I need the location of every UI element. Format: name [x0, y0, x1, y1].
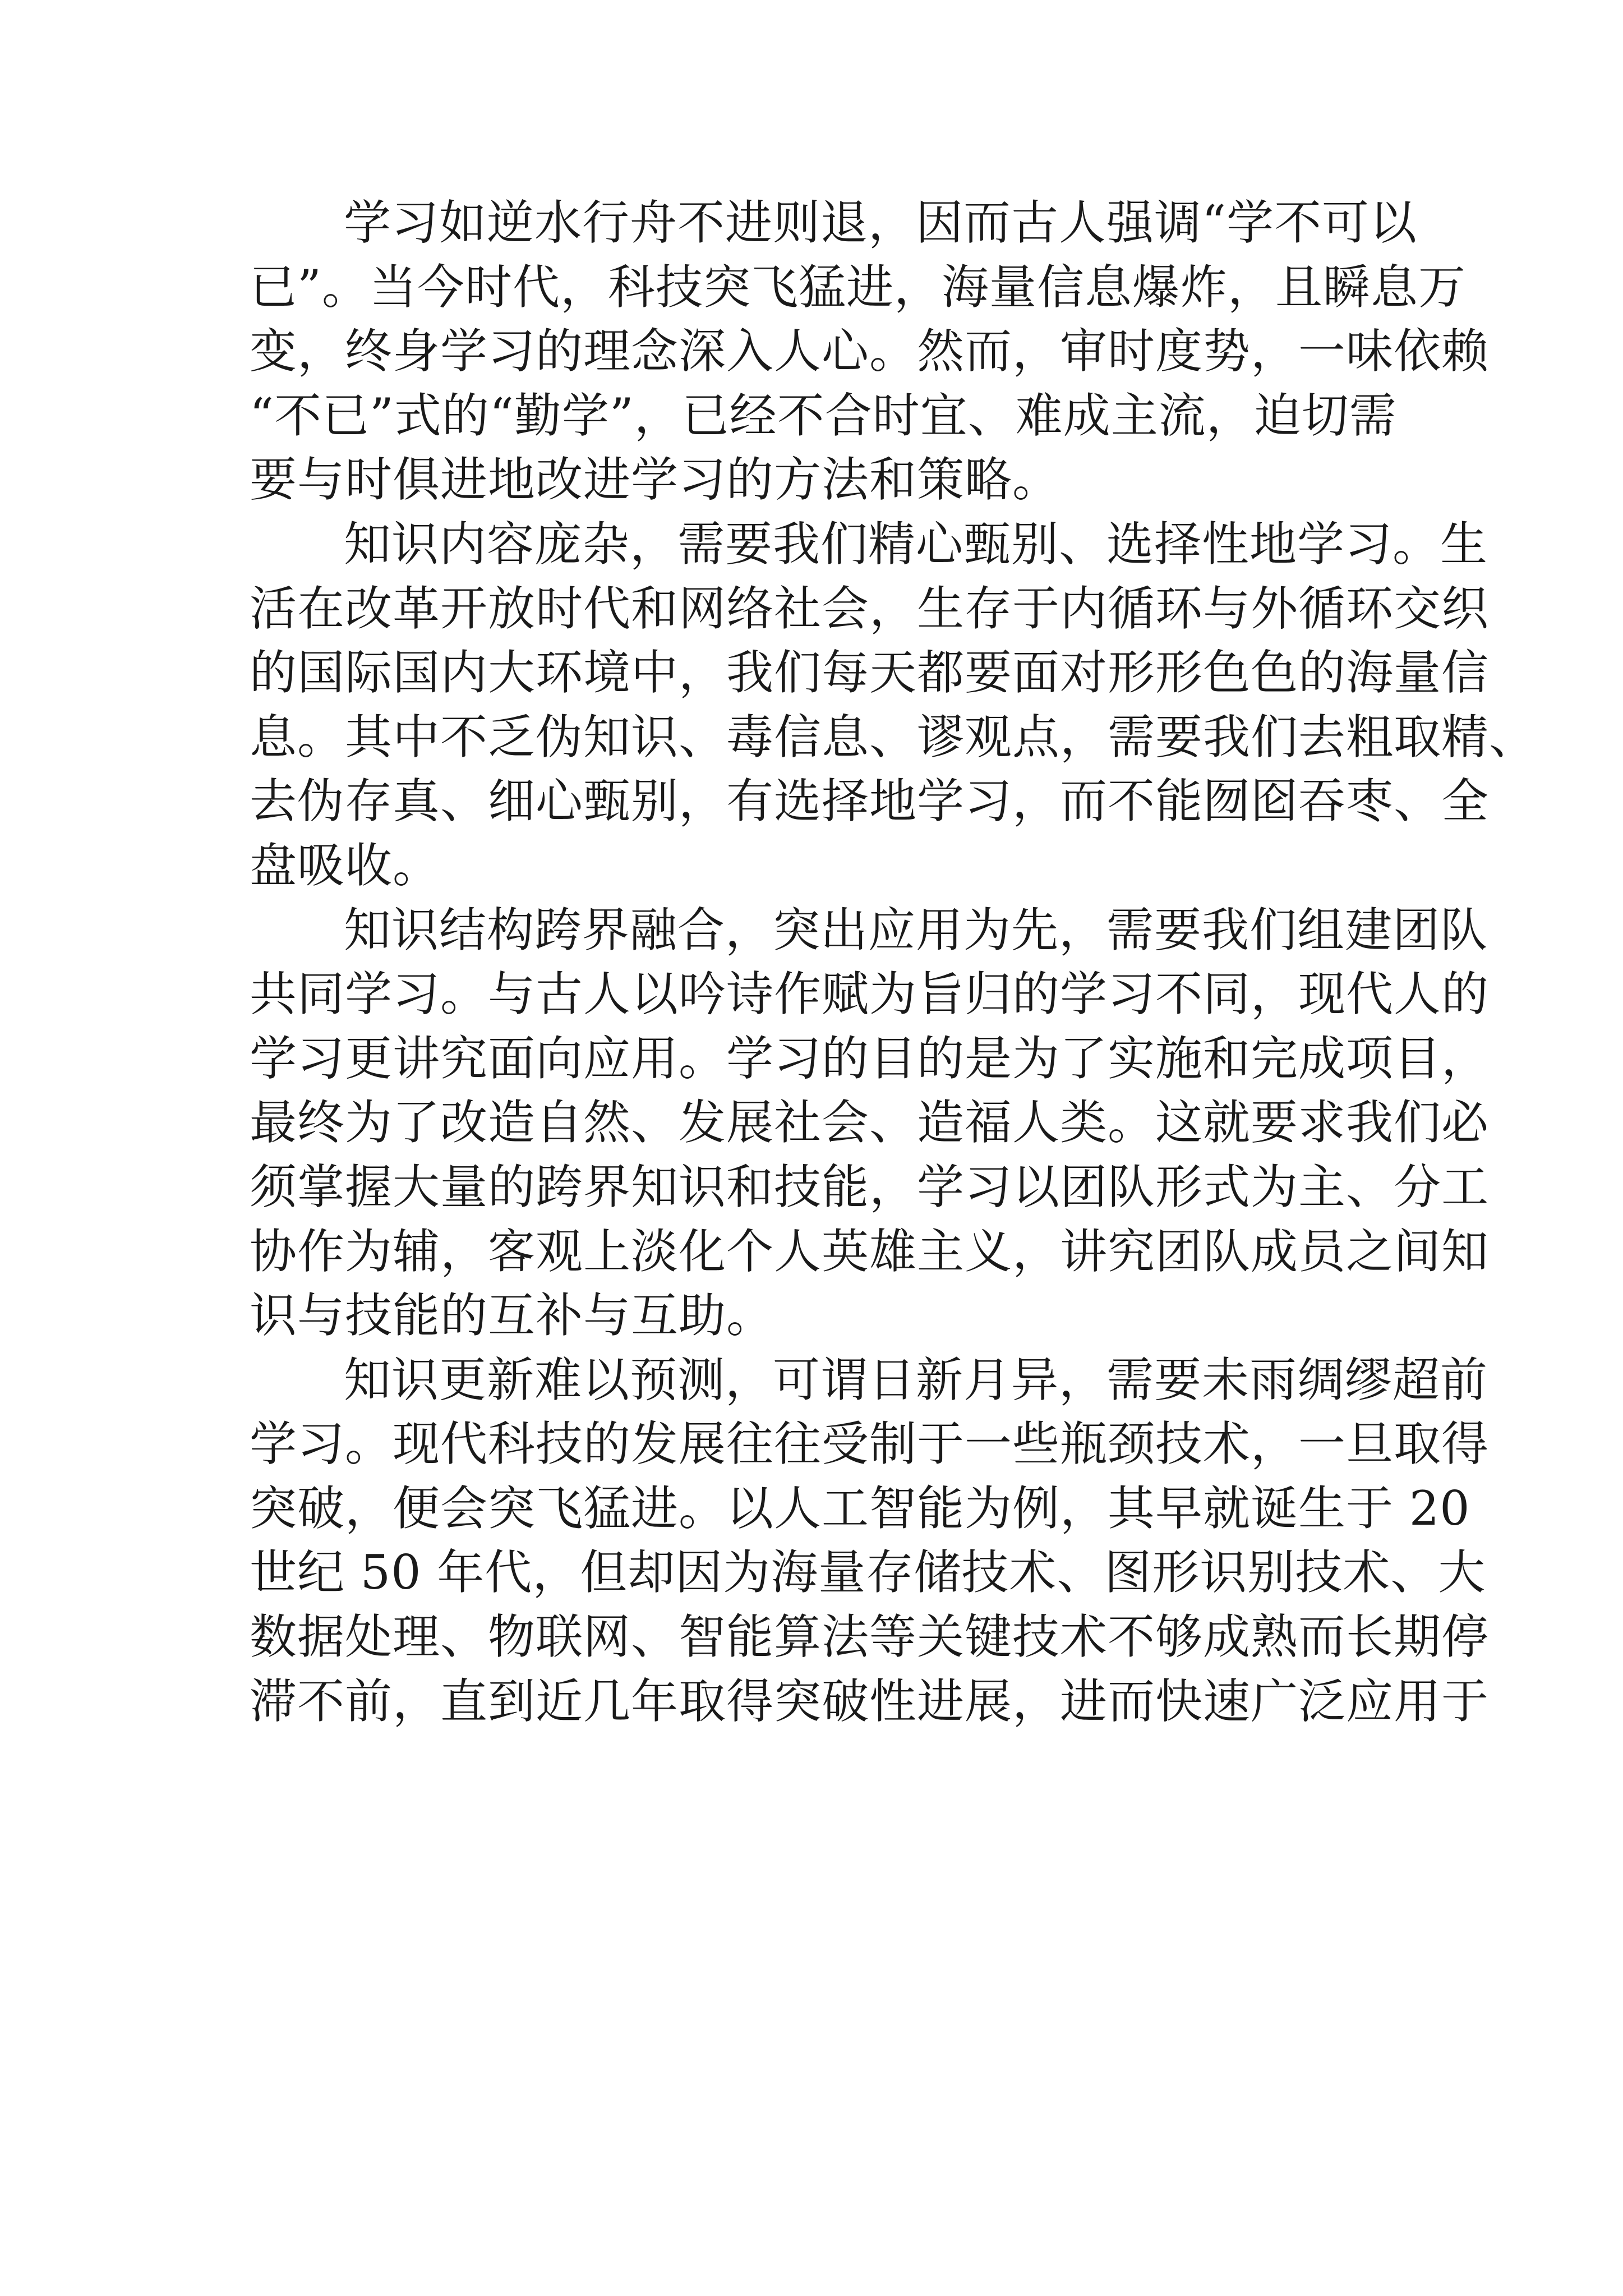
- text-line: 滞不前，直到近几年取得突破性进展，进而快速广泛应用于: [250, 1673, 1490, 1729]
- text-line: 共同学习。与古人以吟诗作赋为旨归的学习不同，现代人的: [250, 967, 1490, 1022]
- text-line: 变，终身学习的理念深入人心。然而，审时度势，一味依赖: [250, 324, 1490, 379]
- document-body: [250, 191, 1537, 1733]
- paragraph-3: [250, 898, 1490, 1348]
- text-line: 须掌握大量的跨界知识和技能，学习以团队形式为主、分工: [250, 1159, 1490, 1214]
- text-line: 协作为辅，客观上淡化个人英雄主义，讲究团队成员之间知: [250, 1223, 1490, 1279]
- text-line: “不已”式的“勤学”，已经不合时宜、难成主流，迫切需: [250, 388, 1397, 443]
- text-line: 知识更新难以预测，可谓日新月异，需要未雨绸缪超前: [344, 1352, 1488, 1407]
- text-line: 识与技能的互补与互助。: [250, 1288, 774, 1343]
- paragraph-4: [250, 1348, 1490, 1734]
- text-line: 学习。现代科技的发展往往受制于一些瓶颈技术，一旦取得: [250, 1416, 1490, 1472]
- text-line: 突破，便会突飞猛进。以人工智能为例，其早就诞生于 20: [250, 1480, 1470, 1536]
- text-line: 知识结构跨界融合，突出应用为先，需要我们组建团队: [344, 902, 1488, 958]
- text-line: 的国际国内大环境中，我们每天都要面对形形色色的海量信: [250, 645, 1490, 701]
- text-line: 要与时俱进地改进学习的方法和策略。: [250, 452, 1061, 508]
- paragraph-2: [250, 512, 1537, 898]
- text-line: 盘吸收。: [250, 838, 441, 893]
- text-line: 世纪 50 年代，但却因为海量存储技术、图形识别技术、大: [250, 1545, 1486, 1600]
- text-line: 最终为了改造自然、发展社会、造福人类。这就要求我们必: [250, 1095, 1490, 1151]
- text-line: 息。其中不乏伪知识、毒信息、谬观点，需要我们去粗取精、: [250, 709, 1537, 765]
- text-line: 活在改革开放时代和网络社会，生存于内循环与外循环交织: [250, 581, 1490, 636]
- text-line: 数据处理、物联网、智能算法等关键技术不够成熟而长期停: [250, 1609, 1490, 1665]
- text-line: 学习更讲究面向应用。学习的目的是为了实施和完成项目，: [250, 1030, 1490, 1086]
- paragraph-1: [250, 191, 1490, 512]
- text-line: 学习如逆水行舟不进则退，因而古人强调“学不可以: [344, 195, 1417, 250]
- text-line: 去伪存真、细心甄别，有选择地学习，而不能囫囵吞枣、全: [250, 774, 1490, 829]
- text-line: 已”。当今时代，科技突飞猛进，海量信息爆炸，且瞬息万: [250, 259, 1466, 315]
- text-line: 知识内容庞杂，需要我们精心甄别、选择性地学习。生: [344, 516, 1488, 572]
